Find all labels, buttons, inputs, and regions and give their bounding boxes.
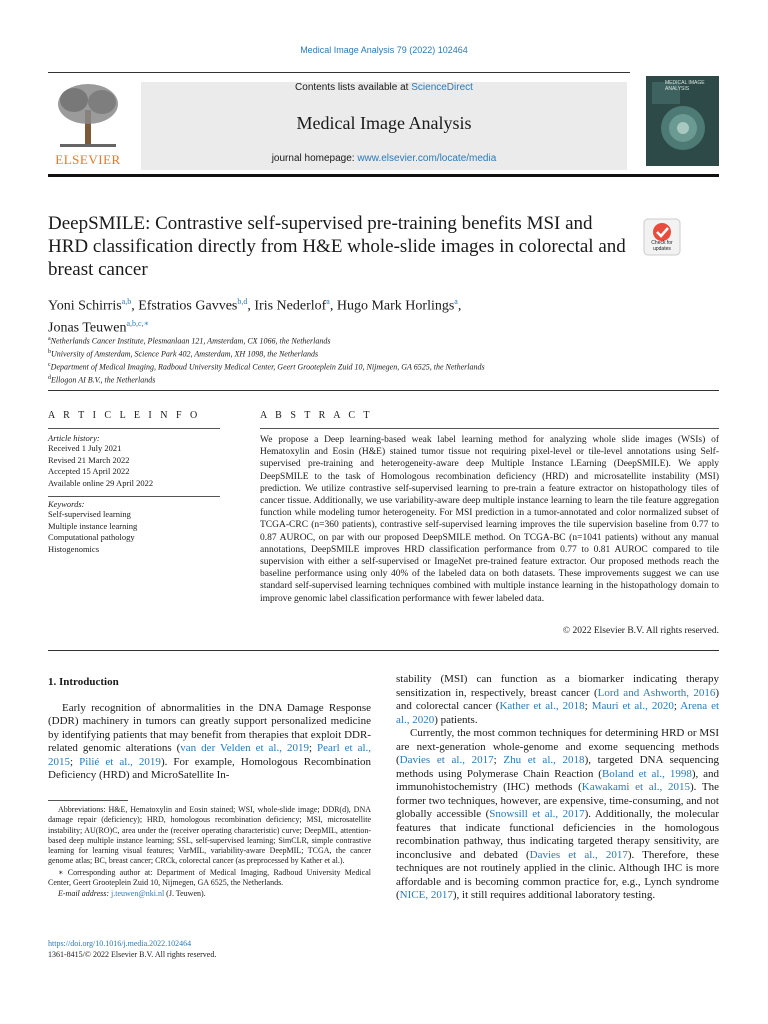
issn-copyright: 1361-8415/© 2022 Elsevier B.V. All rights reserved. [48,950,217,959]
body-text: ; [493,754,504,766]
article-info-heading: A R T I C L E I N F O [48,410,201,421]
author-name[interactable]: Efstratios Gavves [138,298,238,314]
affiliation-marker: c [48,362,51,369]
citation-link[interactable]: NICE, 2017 [399,889,453,901]
author-name[interactable]: Jonas Teuwen [48,320,127,336]
section-rule [48,390,719,391]
citation-link[interactable]: Lord and Ashworth, 2016 [597,686,716,699]
keywords-label: Keywords: [48,499,85,509]
body-text: ), targeted DNA sequencing methods using Polymerase Chain Reaction ( [396,754,719,780]
keyword-item: Histogenomics [48,543,99,554]
author-separator: , [457,298,462,314]
email-label: E-mail address: [58,889,110,899]
abstract-rule [260,428,719,429]
affiliation [48,347,698,360]
author-name[interactable]: Hugo Mark Horlings [336,298,455,314]
body-text: stability (MSI) can function as a biomarker indicating therapy sensitization in, respectively, breast cancer ( [396,673,719,699]
body-text: ; [673,700,681,712]
crossmark-label: Check for updates [651,240,673,252]
affiliation-list [48,334,698,387]
doi-block [48,938,371,960]
body-text: ). Additionally, the molecular features that indicate functional deficiencies in the homologous recombination pathway, thus indicating targeted therapy sensitivity, are inconclusive and debated ( [396,808,719,861]
email-suffix: (J. Teuwen). [166,889,206,899]
info-rule [48,428,220,429]
keyword-item: Multiple instance learning [48,520,138,531]
abbreviations-footnote: Abbreviations: H&E, Hematoxylin and Eosin stained; WSI, whole-slide image; DDR(d), DNA damage repair (deficiency); HRD, homologous recombination deficiency; MSI, microsatellite instability; AU(RO)C, area under the (receiver operating characteristic) curve; DeepMIL, attention-based deep multiple instance learning; SSL, self-supervised learning; SimCLR, simple contrastive learning for learning visual features; VarMIL, variability-aware DeepMIL; TCGA, the cancer genome atlas; BC, breast cancer; CRCk, colorectal cancer (as preprocessed by Kather et al.). [48,805,371,866]
history-entry: Available online 29 April 2022 [48,477,154,488]
citation-link[interactable]: Pearl et al., 2015 [48,742,372,768]
body-text: ) and colorectal cancer ( [396,686,720,712]
abstract-heading: A B S T R A C T [260,410,373,421]
author-separator: , [131,298,139,314]
author-affiliation-marker[interactable]: a,b [121,297,132,306]
affiliation [48,373,698,386]
contents-availability [141,82,627,93]
body-text: ; [308,742,318,754]
body-text: ), and immunohistochemistry (IHC) methods ( [396,767,720,793]
citation-link[interactable]: Kather et al., 2018 [499,700,585,712]
citation-link[interactable]: Davies et al., 2017 [399,754,494,766]
email-link[interactable]: j.teuwen@nki.nl [111,889,165,899]
keyword-item: Computational pathology [48,532,135,542]
affiliation [48,334,698,347]
article-title: DeepSMILE: Contrastive self-supervised pre-training benefits MSI and HRD classification directly from H&E whole-slide images in colorectal and breast cancer [48,213,626,280]
author-affiliation-marker[interactable]: a [326,297,330,306]
affiliation-marker: a [48,336,51,342]
affiliation-marker: d [48,375,51,382]
header-thick-rule [48,174,719,177]
author-affiliation-marker[interactable]: a [454,297,458,306]
citation-link[interactable]: Kawakami et al., 2015 [581,781,690,793]
author-affiliation-marker[interactable]: a,b,c,∗ [126,318,150,328]
header-rule [48,72,630,73]
homepage-link[interactable]: www.elsevier.com/locate/media [357,153,497,164]
footnote-rule [48,800,128,801]
body-text: ). For example, Homologous Recombination Deficiency (HRD) and MicroSatellite In- [48,755,372,781]
journal-reference-link[interactable]: Medical Image Analysis 79 (2022) 102464 [300,45,468,55]
affiliation-text: Ellogon AI B.V., the Netherlands [51,376,156,386]
author-list [48,293,648,336]
body-text: ; [70,755,80,768]
citation-link[interactable]: Snowsill et al., 2017 [489,808,585,820]
body-text: ). The former two techniques, however, are expensive, time-consuming, and not globally accessible ( [396,781,719,820]
history-entry: Accepted 15 April 2022 [48,466,130,476]
citation-link[interactable]: Pilié et al., 2019 [79,755,161,768]
affiliation [48,360,698,373]
body-left-column [48,676,371,783]
affiliation-text: Netherlands Cancer Institute, Plesmanlaan 121, Amsterdam, CX 1066, the Netherlands [50,336,331,346]
body-paragraph [396,727,719,903]
author-affiliation-marker[interactable]: b,d [237,297,248,306]
doi-link[interactable]: https://doi.org/10.1016/j.media.2022.102464 [48,939,192,948]
article-history [48,433,220,489]
history-label: Article history: [48,433,100,443]
section-rule [48,650,719,651]
author-name[interactable]: Iris Nederlof [254,298,327,314]
body-text: ) patients. [434,713,478,726]
body-text: ), it still requires additional laboratory testing. [452,889,656,901]
affiliation-text: University of Amsterdam, Science Park 402, Amsterdam, XH 1098, the Netherlands [51,349,319,359]
body-paragraph [396,673,719,727]
elsevier-wordmark: ELSEVIER [55,152,121,167]
contents-prefix: Contents lists available at [295,82,409,93]
history-entry: Revised 21 March 2022 [48,454,130,465]
affiliation-text: Department of Medical Imaging, Radboud University Medical Center, Geert Grooteplein Zuid 10, Nijmegen, GA 6525, the Netherlands [50,362,485,372]
body-text: Currently, the most common techniques for determining HRD or MSI are next-generation whole-genome and exome sequencing methods ( [396,727,719,766]
body-right-column [396,673,719,903]
author-separator: , [247,298,255,314]
sciencedirect-link[interactable]: ScienceDirect [411,82,473,93]
citation-link[interactable]: Mauri et al., 2020 [591,700,674,712]
corresponding-author-footnote: ∗ Corresponding author at: Department of Medical Imaging, Radboud University Medical Center, Geert Grooteplein Zuid 10, Nijmegen, GA 6525, the Netherlands. [48,867,371,888]
abstract-copyright: © 2022 Elsevier B.V. All rights reserved. [562,626,719,636]
citation-link[interactable]: van der Velden et al., 2019 [180,742,309,754]
homepage-prefix: journal homepage: [271,153,355,164]
citation-link[interactable]: Zhu et al., 2018 [503,754,585,766]
journal-title: Medical Image Analysis [296,113,472,133]
section-title: 1. Introduction [48,676,119,688]
body-text: ; [584,700,592,712]
cover-title: MEDICAL IMAGE ANALYSIS [665,80,705,92]
citation-link[interactable]: Arena et al., 2020 [396,700,720,726]
body-text: ). Therefore, these techniques are not routinely applied in the clinic. Although IHC is more affordable and is becoming common practice for, e.g., Lynch syndrome ( [396,848,719,901]
citation-link[interactable]: Boland et al., 1998 [601,767,692,780]
footnotes [48,805,371,901]
body-paragraph [48,702,371,783]
author-name[interactable]: Yoni Schirris [48,298,122,314]
author-separator: , [329,298,337,314]
email-footnote [48,889,371,899]
citation-link[interactable]: Davies et al., 2017 [529,848,628,861]
info-rule [48,496,220,497]
abstract-text: We propose a Deep learning-based weak label learning method for analyzing whole slide images (WSIs) of Hematoxylin and Eosin (H&E) stained tumor tissue not requiring pixel-level or tile-level annotations using Self-supervised pre-training and heterogeneity-aware deep Multiple Instance LEarning (DeepSMILE). We apply DeepSMILE to the task of Homologous recombination deficiency (HRD) and microsatellite instability (MSI) prediction. We utilize contrastive self-supervised learning to pre-train a feature extractor on histopathology tiles of cancer tissue. Additionally, we use variability-aware deep multiple instance learning to learn the tile feature aggregation function while modeling tumor heterogeneity. For MSI prediction in a tumor-annotated and color normalized subset of TCGA-CRC (n=360 patients), contrastive self-supervised learning improves the tile supervision baseline from 0.77 to 0.87 AUROC, on par with our proposed DeepSMILE method. On TCGA-BC (n=1041 patients) without any manual annotations, DeepSMILE improves HRD classification performance from 0.77 to 0.81 AUROC compared to tile supervision with either a self-supervised or ImageNet pre-trained feature extractor. Our proposed methods reach the baseline performance using only 40% of the labeled data on both datasets. These improvements suggest we can use standard self-supervised learning techniques combined with multiple instance learning in the histopathology domain to improve genomic label classification performance with fewer labeled data. [260,435,719,604]
body-text: Early recognition of abnormalities in the DNA Damage Response (DDR) machinery in tumors can greatly support personalized medicine by identifying patients that may benefit from therapies that exploit DDR-related genomic alterations ( [48,701,371,754]
keyword-item: Self-supervised learning [48,509,131,519]
keywords [48,499,220,555]
affiliation-marker: b [48,349,51,356]
history-entry: Received 1 July 2021 [48,443,122,453]
journal-homepage [141,153,627,164]
